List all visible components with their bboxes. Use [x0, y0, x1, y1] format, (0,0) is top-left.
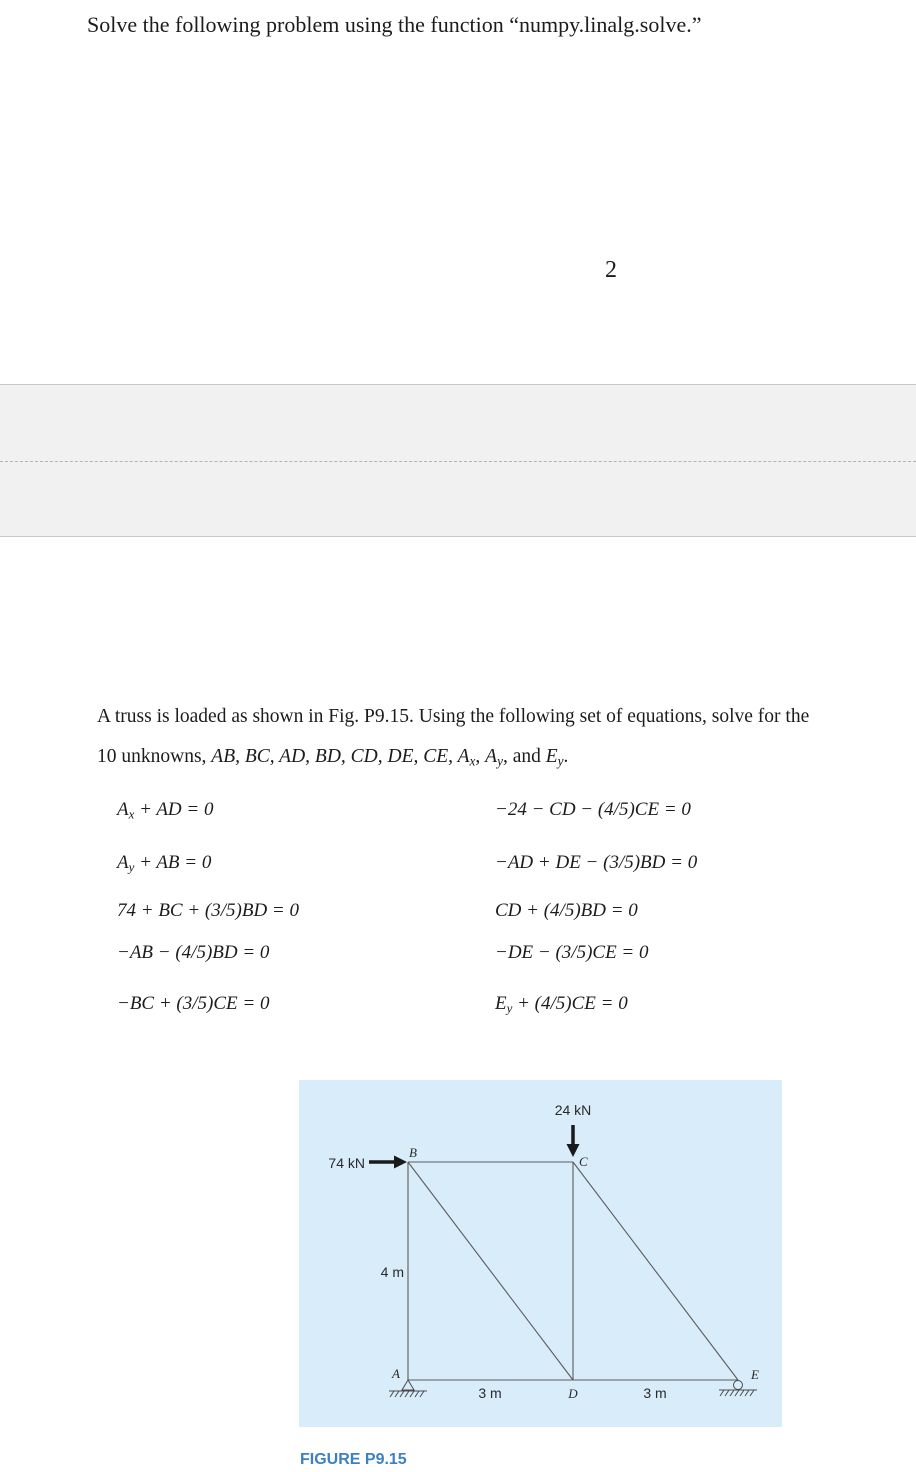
equation-left-1	[117, 797, 213, 823]
member-bd	[408, 1162, 573, 1380]
problem-statement-line-1: A truss is loaded as shown in Fig. P9.15. Using the following set of equations, solve for the	[97, 706, 810, 727]
equation-left-2	[117, 850, 211, 876]
dashed-divider	[0, 461, 916, 462]
dimension-span-left: 3 m	[478, 1385, 502, 1401]
equation-term: + AB = 0	[134, 852, 212, 873]
truss-figure	[299, 1080, 782, 1427]
equation-subscript: x	[128, 806, 135, 822]
figure-caption: FIGURE P9.15	[300, 1451, 407, 1468]
equation-subscript: y	[128, 859, 135, 875]
instruction-text: Solve the following problem using the function “numpy.linalg.solve.”	[87, 12, 702, 37]
equation-term: A	[117, 852, 129, 873]
member-ce	[573, 1162, 738, 1380]
load-label-b: 74 kN	[328, 1155, 365, 1171]
problem-statement-line-2	[97, 744, 568, 770]
page-number: 2	[605, 257, 617, 283]
unknown-ax: A	[457, 746, 470, 767]
unknown-ay: A	[485, 746, 498, 767]
equation-subscript: y	[506, 1000, 513, 1016]
unknowns-separator: , and	[502, 746, 546, 767]
dimension-height: 4 m	[380, 1264, 404, 1280]
equation-left-5: −BC + (3/5)CE = 0	[117, 993, 270, 1014]
equation-right-4: −DE − (3/5)CE = 0	[495, 942, 649, 963]
equation-term: + AD = 0	[134, 799, 214, 820]
unknown-ey-subscript: y	[557, 753, 564, 769]
load-label-c: 24 kN	[554, 1102, 592, 1118]
node-label-c: C	[579, 1154, 588, 1169]
arrow-down-icon	[567, 1144, 580, 1157]
equation-term: A	[117, 799, 129, 820]
ground-hatch-a	[389, 1391, 427, 1397]
unknowns-end: .	[563, 746, 569, 767]
equation-right-2: −AD + DE − (3/5)BD = 0	[495, 852, 698, 873]
pin-support-a-icon	[402, 1380, 414, 1390]
equation-left-4: −AB − (4/5)BD = 0	[117, 942, 270, 963]
equation-term: + (4/5)CE = 0	[512, 993, 628, 1014]
arrow-right-icon	[394, 1156, 407, 1169]
equation-term: E	[495, 993, 507, 1014]
unknown-ey: E	[545, 746, 558, 767]
truss-diagram	[299, 1080, 782, 1427]
dimension-span-right: 3 m	[643, 1385, 667, 1401]
equation-right-5	[495, 991, 628, 1017]
node-label-a: A	[392, 1366, 400, 1381]
unknown-ay-subscript: y	[497, 753, 503, 769]
roller-support-e-icon	[734, 1381, 743, 1390]
unknowns-members: AB, BC, AD, BD, CD, DE, CE,	[211, 746, 458, 767]
page-separator-band	[0, 384, 916, 537]
node-label-d: D	[568, 1386, 578, 1401]
node-label-b: B	[409, 1145, 417, 1160]
unknown-ax-subscript: x	[469, 753, 476, 769]
ground-hatch-e	[719, 1390, 757, 1396]
equation-right-3: CD + (4/5)BD = 0	[495, 900, 638, 921]
unknowns-lead: 10 unknowns,	[97, 746, 212, 767]
equation-right-1: −24 − CD − (4/5)CE = 0	[495, 799, 691, 820]
unknowns-separator: ,	[475, 746, 486, 767]
equation-left-3: 74 + BC + (3/5)BD = 0	[117, 900, 300, 921]
node-label-e: E	[751, 1367, 759, 1382]
